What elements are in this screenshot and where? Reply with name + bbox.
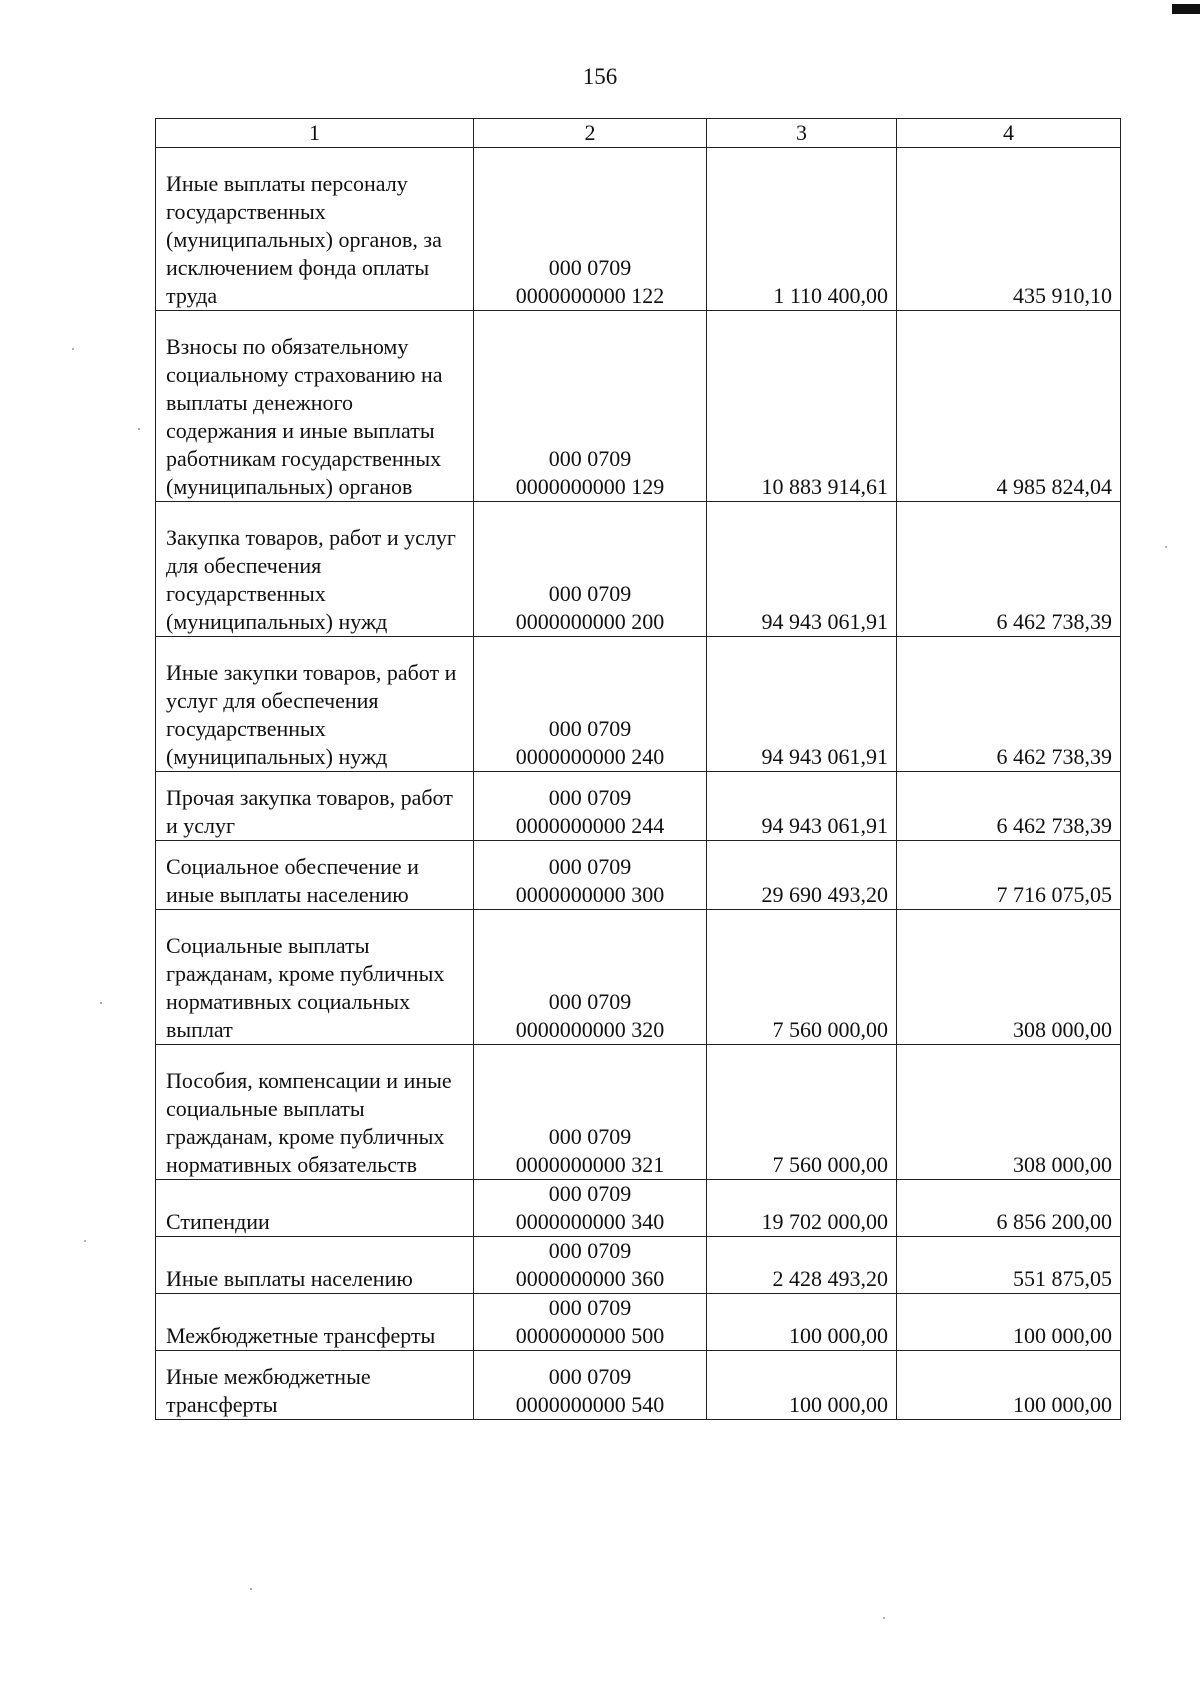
code-line-1: 000 0709 [548, 716, 632, 741]
code-line-2: 0000000000 321 [515, 1152, 665, 1177]
row-name: Иные выплаты населению [156, 1237, 474, 1294]
row-code [474, 1045, 707, 1180]
code-line-2: 0000000000 500 [515, 1323, 665, 1348]
row-value-col3: 29 690 493,20 [707, 841, 897, 910]
code-line-2: 0000000000 540 [515, 1392, 665, 1417]
code-line-2: 0000000000 300 [515, 882, 665, 907]
code-line-2: 0000000000 122 [515, 283, 665, 308]
row-value-col4: 100 000,00 [897, 1294, 1121, 1351]
row-name: Прочая закупка товаров, работ и услуг [156, 772, 474, 841]
row-value-col4: 6 856 200,00 [897, 1180, 1121, 1237]
row-name: Иные закупки товаров, работ и услуг для обеспечения государственных (муниципальных) нужд [156, 637, 474, 772]
column-header-3: 3 [707, 119, 897, 148]
row-value-col3: 100 000,00 [707, 1351, 897, 1420]
table-row [156, 841, 1121, 910]
row-value-col4: 6 462 738,39 [897, 502, 1121, 637]
row-name: Межбюджетные трансферты [156, 1294, 474, 1351]
table-row [156, 772, 1121, 841]
row-code [474, 1180, 707, 1237]
page-number: 156 [582, 64, 618, 89]
scan-speck [1165, 546, 1167, 548]
code-line-2: 0000000000 240 [515, 744, 665, 769]
row-value-col4: 435 910,10 [897, 148, 1121, 311]
row-value-col4: 308 000,00 [897, 1045, 1121, 1180]
code-line-1: 000 0709 [548, 1124, 632, 1149]
code-line-2: 0000000000 244 [515, 813, 665, 838]
row-name: Пособия, компенсации и иные социальные выплаты гражданам, кроме публичных нормативных обязательств [156, 1045, 474, 1180]
table-row [156, 1180, 1121, 1237]
row-value-col4: 4 985 824,04 [897, 311, 1121, 502]
code-line-2: 0000000000 340 [515, 1209, 665, 1234]
budget-table [155, 118, 1121, 1420]
column-header-4: 4 [897, 119, 1121, 148]
table-row [156, 311, 1121, 502]
row-value-col4: 6 462 738,39 [897, 637, 1121, 772]
row-code [474, 502, 707, 637]
scan-speck [72, 348, 74, 350]
scan-speck [100, 1002, 102, 1004]
row-value-col3: 94 943 061,91 [707, 502, 897, 637]
header-row [156, 119, 1121, 148]
row-value-col3: 94 943 061,91 [707, 772, 897, 841]
row-value-col3: 2 428 493,20 [707, 1237, 897, 1294]
scan-corner-mark [1172, 4, 1200, 14]
row-value-col4: 308 000,00 [897, 910, 1121, 1045]
row-name: Иные межбюджетные трансферты [156, 1351, 474, 1420]
row-name: Стипендии [156, 1180, 474, 1237]
row-value-col3: 7 560 000,00 [707, 910, 897, 1045]
row-code [474, 1237, 707, 1294]
row-value-col3: 1 110 400,00 [707, 148, 897, 311]
table-row [156, 1351, 1121, 1420]
row-value-col3: 94 943 061,91 [707, 637, 897, 772]
table-row [156, 502, 1121, 637]
row-value-col4: 100 000,00 [897, 1351, 1121, 1420]
code-line-1: 000 0709 [548, 255, 632, 280]
code-line-1: 000 0709 [548, 854, 632, 879]
row-value-col4: 7 716 075,05 [897, 841, 1121, 910]
code-line-2: 0000000000 129 [515, 474, 665, 499]
row-code [474, 637, 707, 772]
row-value-col4: 551 875,05 [897, 1237, 1121, 1294]
row-value-col4: 6 462 738,39 [897, 772, 1121, 841]
row-code [474, 1351, 707, 1420]
code-line-1: 000 0709 [548, 1295, 632, 1320]
table-row [156, 1045, 1121, 1180]
code-line-1: 000 0709 [548, 989, 632, 1014]
row-code [474, 772, 707, 841]
row-value-col3: 10 883 914,61 [707, 311, 897, 502]
code-line-1: 000 0709 [548, 1364, 632, 1389]
code-line-1: 000 0709 [548, 1181, 632, 1206]
scan-speck [883, 1617, 885, 1619]
row-name: Иные выплаты персоналу государственных (муниципальных) органов, за исключением фонда оплаты труда [156, 148, 474, 311]
row-name: Закупка товаров, работ и услуг для обеспечения государственных (муниципальных) нужд [156, 502, 474, 637]
table-row [156, 1294, 1121, 1351]
row-name: Социальное обеспечение и иные выплаты населению [156, 841, 474, 910]
row-value-col3: 19 702 000,00 [707, 1180, 897, 1237]
code-line-1: 000 0709 [548, 581, 632, 606]
code-line-1: 000 0709 [548, 446, 632, 471]
table-row [156, 637, 1121, 772]
table-row [156, 910, 1121, 1045]
code-line-2: 0000000000 320 [515, 1017, 665, 1042]
row-name: Взносы по обязательному социальному страхованию на выплаты денежного содержания и иные выплаты работникам государственных (муниципальных) органов [156, 311, 474, 502]
row-value-col3: 100 000,00 [707, 1294, 897, 1351]
row-code [474, 910, 707, 1045]
column-header-2: 2 [474, 119, 707, 148]
code-line-2: 0000000000 200 [515, 609, 665, 634]
row-code [474, 311, 707, 502]
column-header-1: 1 [156, 119, 474, 148]
code-line-1: 000 0709 [548, 785, 632, 810]
code-line-1: 000 0709 [548, 1238, 632, 1263]
code-line-2: 0000000000 360 [515, 1266, 665, 1291]
table-row [156, 148, 1121, 311]
row-code [474, 841, 707, 910]
table-row [156, 1237, 1121, 1294]
row-code [474, 148, 707, 311]
scan-speck [138, 428, 140, 430]
row-code [474, 1294, 707, 1351]
row-name: Социальные выплаты гражданам, кроме публичных нормативных социальных выплат [156, 910, 474, 1045]
scan-speck [250, 1588, 252, 1590]
row-value-col3: 7 560 000,00 [707, 1045, 897, 1180]
scan-speck [84, 1240, 86, 1242]
